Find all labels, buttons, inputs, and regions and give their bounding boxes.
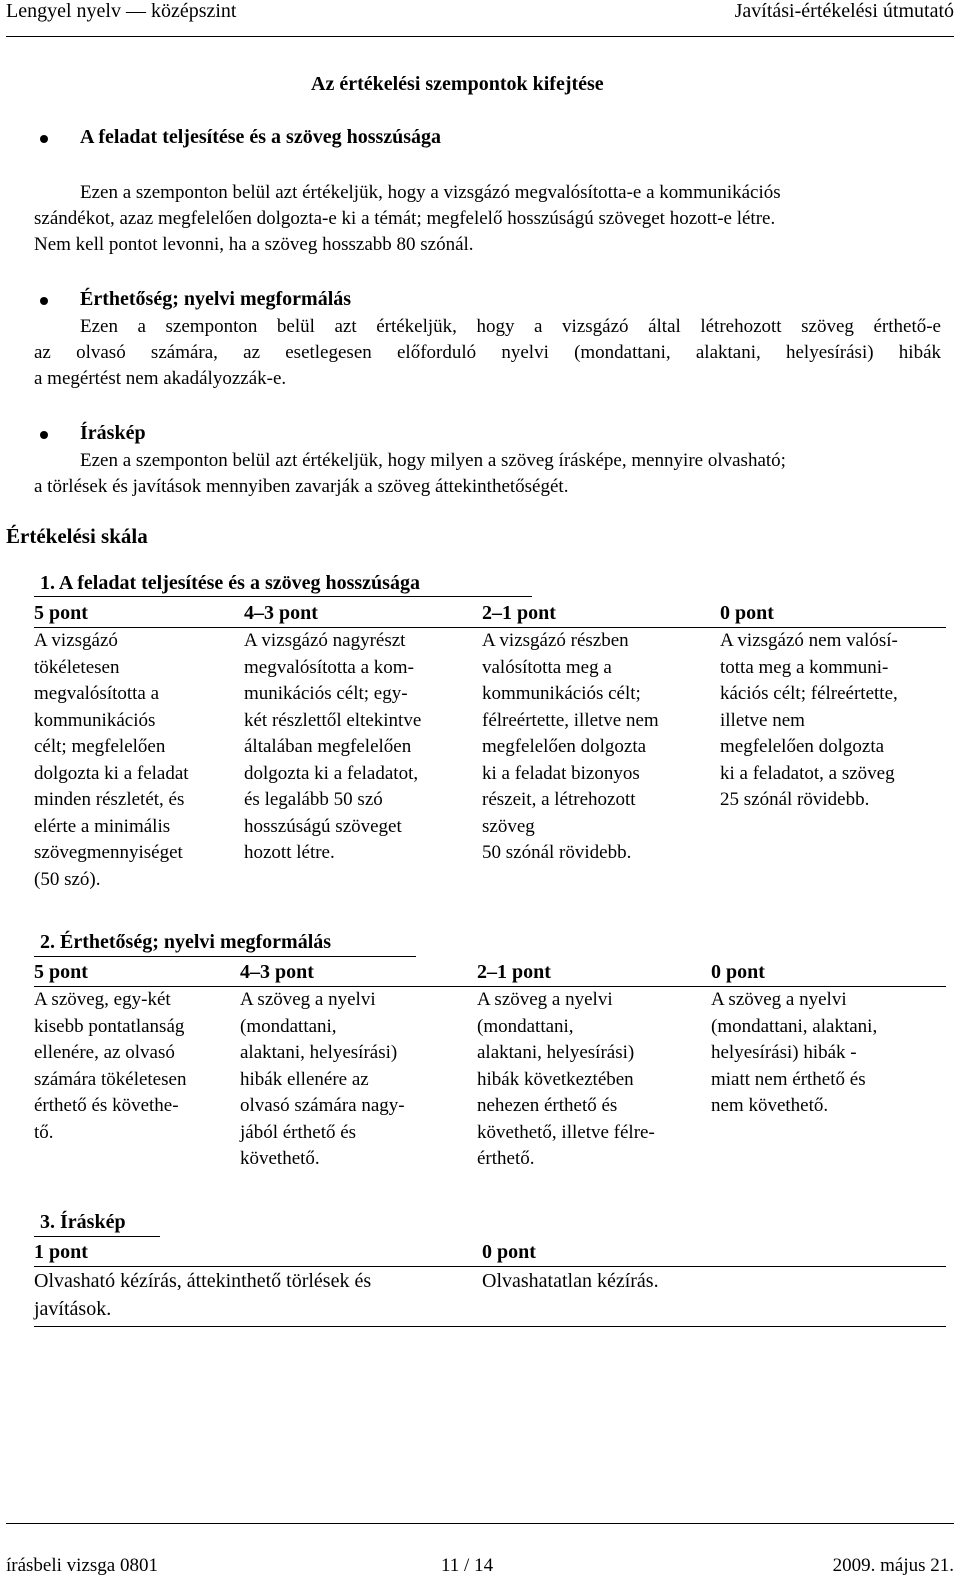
criterion-title: A feladat teljesítése és a szöveg hosszúsága	[80, 126, 442, 148]
column-header: 0 pont	[711, 961, 765, 983]
cell-line: megvalósította a	[34, 683, 160, 704]
cell-line: érthető és követhe-	[34, 1095, 179, 1116]
criterion-title: Érthetőség; nyelvi megformálás	[80, 288, 352, 310]
footer-date: 2009. május 21.	[832, 1555, 954, 1576]
bullet-icon	[40, 297, 48, 305]
column-header: 5 pont	[34, 961, 88, 983]
cell-line: Olvashatatlan kézírás.	[482, 1270, 659, 1292]
cell-line: alaktani, helyesírási)	[240, 1042, 398, 1063]
column-header: 4–3 pont	[240, 961, 314, 983]
bullet-icon	[40, 135, 48, 143]
cell-line: totta meg a kommuni-	[720, 656, 889, 678]
footer-page-number: 11 / 14	[441, 1555, 494, 1576]
cell-line: ellenére, az olvasó	[34, 1042, 175, 1063]
cell-line: jából érthető és	[240, 1121, 357, 1143]
cell-line: követhető, illetve félre-	[477, 1121, 655, 1143]
table-cell	[34, 987, 186, 1146]
cell-line: valósította meg a	[482, 656, 612, 678]
cell-line: miatt nem érthető és	[711, 1068, 866, 1090]
cell-line: megvalósította a kom-	[244, 656, 414, 678]
criterion-text-line: Nem kell pontot levonni, ha a szöveg hosszabb 80 szónál.	[34, 234, 474, 255]
table-cell	[244, 628, 421, 867]
cell-line: minden részletét, és	[34, 789, 185, 810]
cell-line: általában megfelelően	[244, 736, 412, 757]
cell-line: kommunikációs	[34, 709, 156, 731]
section-title: Az értékelési szempontok kifejtése	[311, 73, 604, 95]
table-cell	[477, 987, 655, 1173]
cell-line: két részlettől eltekintve	[244, 709, 422, 731]
cell-line: kisebb pontatlanság	[34, 1015, 185, 1037]
cell-line: A szöveg a nyelvi	[477, 989, 613, 1010]
cell-line: dolgozta ki a feladat	[34, 762, 189, 784]
cell-line: A vizsgázó nem valósí-	[720, 630, 898, 651]
cell-line: számára tökéletesen	[34, 1068, 187, 1090]
table-cell	[34, 628, 189, 893]
criterion-text-line: az olvasó számára, az esetlegesen előforduló nyelvi (mondattani, alaktani, helyesírási) hibák	[34, 342, 941, 363]
cell-line: A szöveg, egy-két	[34, 989, 171, 1010]
footer-divider	[6, 1523, 954, 1524]
cell-line: nem követhető.	[711, 1095, 829, 1116]
table-cell	[34, 1267, 371, 1323]
cell-line: A szöveg a nyelvi	[711, 989, 847, 1010]
table-cell	[482, 1267, 659, 1295]
table-title: 1. A feladat teljesítése és a szöveg hosszúsága	[40, 572, 420, 594]
cell-line: hibák következtében	[477, 1068, 634, 1090]
cell-line: kommunikációs célt;	[482, 683, 641, 704]
footer-exam-code: írásbeli vizsga 0801	[6, 1555, 158, 1576]
cell-line: kációs célt; félreértette,	[720, 683, 898, 704]
cell-line: A szöveg a nyelvi	[240, 989, 376, 1010]
cell-line: tő.	[34, 1121, 54, 1143]
cell-line: A vizsgázó	[34, 630, 118, 651]
criterion-text-line: a megértést nem akadályozzák-e.	[34, 368, 287, 389]
table-title: 3. Íráskép	[40, 1211, 126, 1233]
title-underline	[34, 596, 532, 597]
cell-line: ki a feladat bizonyos	[482, 762, 640, 784]
column-header: 5 pont	[34, 602, 88, 624]
criterion-text-line: Ezen a szemponton belül azt értékeljük, hogy a vizsgázó által létrehozott szöveg érthető-e	[80, 316, 941, 337]
cell-line: (mondattani, alaktani,	[711, 1015, 878, 1037]
cell-line: olvasó számára nagy-	[240, 1095, 405, 1116]
cell-line: alaktani, helyesírási)	[477, 1042, 635, 1063]
cell-line: elérte a minimális	[34, 815, 171, 837]
criterion-text-line: szándékot, azaz megfelelően dolgozta-e ki a témát; megfelelő hosszúságú szöveget hozott-e létre.	[34, 208, 776, 229]
cell-line: (mondattani,	[240, 1015, 337, 1037]
cell-line: illetve nem	[720, 709, 805, 731]
criterion-title: Íráskép	[80, 422, 146, 444]
cell-line: 50 szónál rövidebb.	[482, 842, 632, 863]
cell-line: célt; megfelelően	[34, 736, 166, 757]
title-underline	[34, 956, 416, 957]
cell-line: szövegmennyiséget	[34, 842, 183, 863]
cell-line: javítások.	[34, 1298, 112, 1320]
cell-line: és legalább 50 szó	[244, 789, 383, 810]
cell-line: tökéletesen	[34, 656, 120, 678]
title-underline	[34, 1236, 160, 1237]
cell-line: szöveg	[482, 815, 535, 837]
cell-line: félreértette, illetve nem	[482, 709, 659, 731]
table-rule	[34, 1326, 946, 1327]
cell-line: munikációs célt; egy-	[244, 683, 408, 704]
table-cell	[482, 628, 659, 867]
header-divider	[6, 36, 954, 37]
cell-line: részeit, a létrehozott	[482, 789, 636, 810]
cell-line: A vizsgázó részben	[482, 630, 629, 651]
column-header: 0 pont	[482, 1241, 536, 1263]
scale-title: Értékelési skála	[6, 524, 148, 548]
cell-line: Olvasható kézírás, áttekinthető törlések és	[34, 1270, 372, 1292]
cell-line: hozott létre.	[244, 842, 335, 863]
column-header: 2–1 pont	[477, 961, 551, 983]
column-header: 4–3 pont	[244, 602, 318, 624]
cell-line: megfelelően dolgozta	[720, 736, 885, 757]
column-header: 2–1 pont	[482, 602, 556, 624]
header-doc-type: Javítási-értékelési útmutató	[734, 0, 954, 22]
table-cell	[720, 628, 898, 814]
criterion-text-line: Ezen a szemponton belül azt értékeljük, hogy a vizsgázó megvalósította-e a kommunikációs	[80, 182, 781, 203]
column-header: 0 pont	[720, 602, 774, 624]
cell-line: helyesírási) hibák -	[711, 1042, 857, 1063]
table-cell	[711, 987, 877, 1120]
cell-line: A vizsgázó nagyrészt	[244, 630, 406, 651]
table-title: 2. Érthetőség; nyelvi megformálás	[40, 931, 332, 953]
cell-line: dolgozta ki a feladatot,	[244, 762, 419, 784]
cell-line: ki a feladatot, a szöveg	[720, 762, 895, 784]
cell-line: (50 szó).	[34, 868, 101, 890]
bullet-icon	[40, 431, 48, 439]
cell-line: érthető.	[477, 1148, 535, 1169]
criterion-text-line: a törlések és javítások mennyiben zavarják a szöveg áttekinthetőségét.	[34, 476, 569, 497]
cell-line: követhető.	[240, 1148, 320, 1169]
cell-line: nehezen érthető és	[477, 1095, 618, 1116]
table-cell	[240, 987, 405, 1173]
cell-line: megfelelően dolgozta	[482, 736, 647, 757]
criterion-text-line: Ezen a szemponton belül azt értékeljük, hogy milyen a szöveg írásképe, mennyire olvasható;	[80, 450, 786, 471]
cell-line: hosszúságú szöveget	[244, 815, 402, 837]
cell-line: (mondattani,	[477, 1015, 574, 1037]
cell-line: hibák ellenére az	[240, 1068, 369, 1090]
page-header	[6, 0, 954, 26]
header-subject: Lengyel nyelv — középszint	[6, 0, 237, 22]
column-header: 1 pont	[34, 1241, 88, 1263]
cell-line: 25 szónál rövidebb.	[720, 789, 870, 810]
